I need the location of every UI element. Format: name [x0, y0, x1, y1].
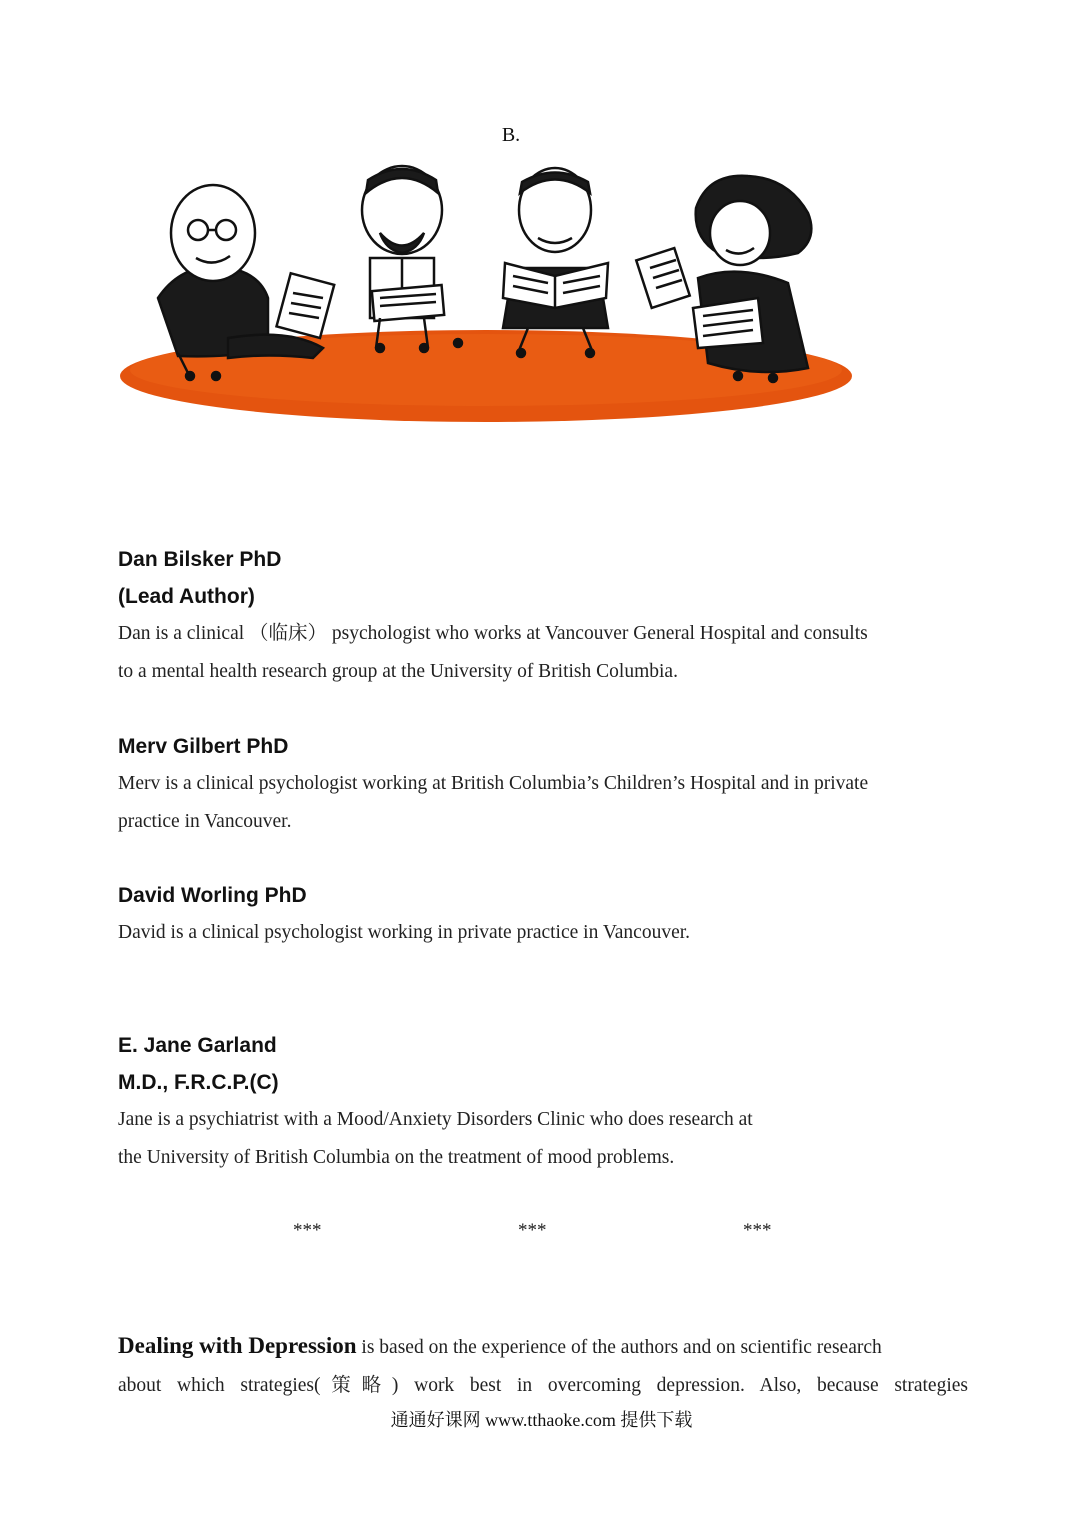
book-title: Dealing with Depression: [118, 1333, 357, 1358]
intro-line-2: about which strategies(策略) work best in overcoming depression. Also, because strategies: [118, 1374, 968, 1396]
separator-stars: ***: [293, 1220, 322, 1241]
author-block-merv: [118, 728, 978, 840]
author-name: Merv Gilbert PhD: [118, 735, 289, 758]
author-bio-line: David is a clinical psychologist working in private practice in Vancouver.: [118, 922, 691, 943]
author-name: David Worling PhD: [118, 884, 307, 907]
author-credentials: M.D., F.R.C.P.(C): [118, 1071, 279, 1094]
author-bio-line: to a mental health research group at the University of British Columbia.: [118, 660, 678, 682]
author-bio-line: practice in Vancouver.: [118, 810, 292, 832]
section-label: B.: [501, 124, 521, 146]
author-name: Dan Bilsker PhD: [118, 548, 282, 571]
author-name: E. Jane Garland: [118, 1034, 277, 1057]
authors-illustration: [118, 158, 860, 433]
person-dan: [158, 185, 334, 380]
author-bio-line: Merv is a clinical psychologist working at British Columbia’s Children’s Hospital and in private: [118, 773, 869, 794]
author-bio-line: the University of British Columbia on the treatment of mood problems.: [118, 1146, 675, 1168]
intro-paragraph: [118, 1327, 968, 1404]
download-footer: 通通好课网 www.tthaoke.com 提供下载: [390, 1410, 693, 1430]
separator-stars: ***: [743, 1220, 772, 1241]
person-david: [503, 168, 608, 357]
author-bio-line: Dan is a clinical （临床） psychologist who works at Vancouver General Hospital and consults: [118, 623, 868, 644]
author-block-dan: [118, 541, 978, 690]
person-merv: [362, 166, 462, 352]
author-bio-line: Jane is a psychiatrist with a Mood/Anxiety Disorders Clinic who does research at: [118, 1109, 753, 1130]
intro-line: [118, 1327, 968, 1367]
intro-line-text: is based on the experience of the authors and on scientific research: [356, 1337, 882, 1358]
author-block-jane: [118, 1027, 978, 1176]
author-role: (Lead Author): [118, 585, 255, 608]
separator-stars: ***: [518, 1220, 547, 1241]
author-block-david: [118, 877, 978, 952]
